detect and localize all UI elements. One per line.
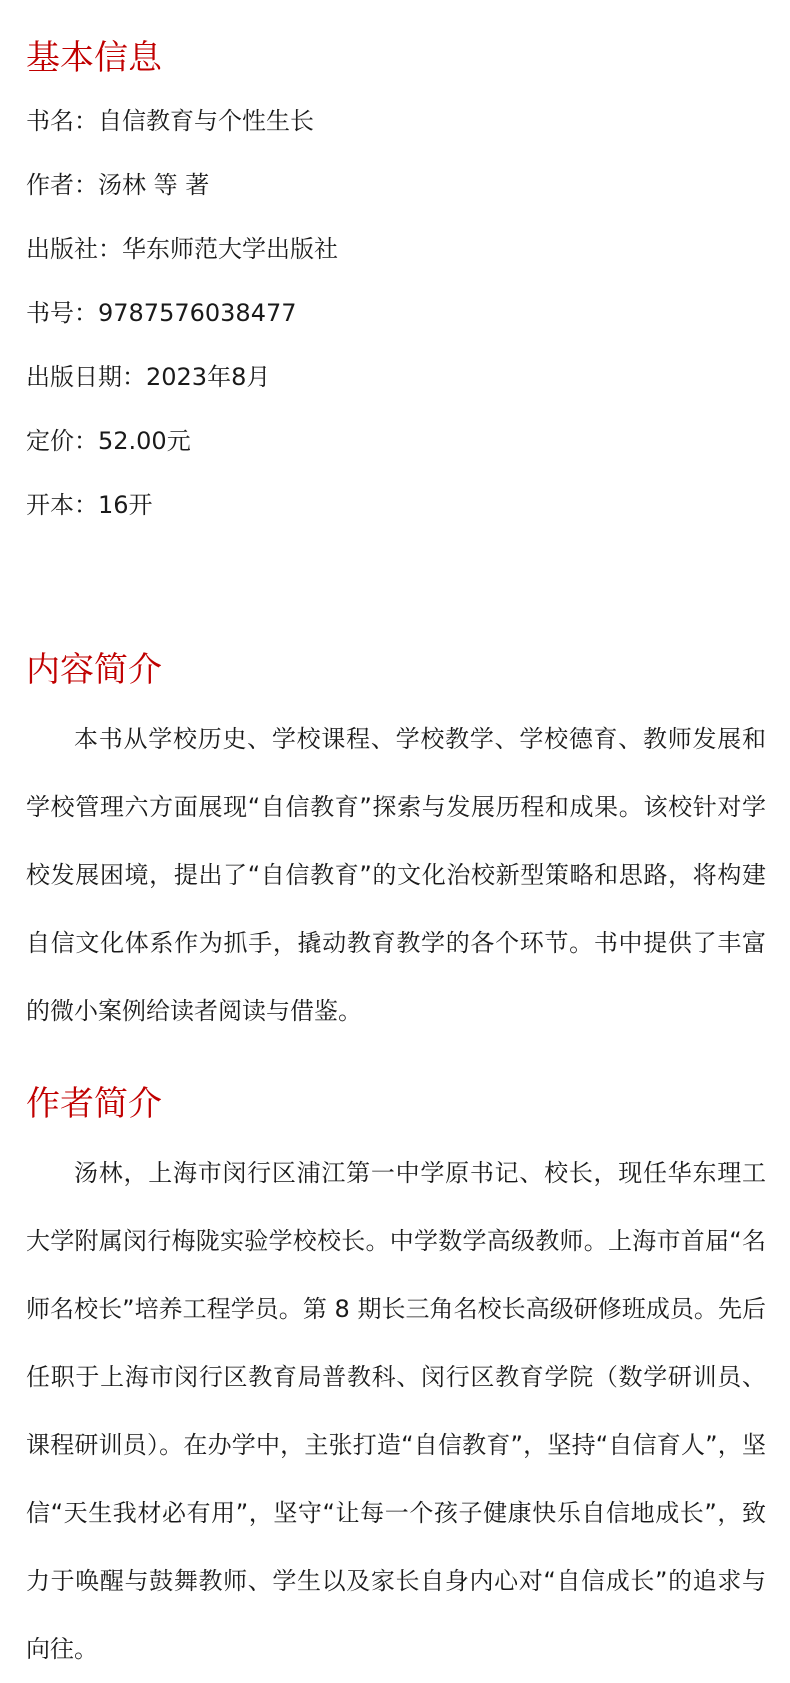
content-intro-paragraph: 本书从学校历史、学校课程、学校教学、学校德育、教师发展和学校管理六方面展现“自信教育”探索与发展历程和成果。该校针对学校发展困境，提出了“自信教育”的文化治校新型策略和思路，将构建自信文化体系作为抓手，撬动教育教学的各个环节。书中提供了丰富的微小案例给读者阅读与借鉴。 [26,725,766,1025]
info-row-price: 定价：52.00元 [26,427,191,455]
info-row-author: 作者：汤林 等 著 [26,171,210,199]
info-row-title: 书名：自信教育与个性生长 [26,107,314,135]
author-intro-heading: 作者简介 [26,1084,162,1124]
author-intro-paragraph: 汤林，上海市闵行区浦江第一中学原书记、校长，现任华东理工大学附属闵行梅陇实验学校校长。中学数学高级教师。上海市首届“名师名校长”培养工程学员。第 8 期长三角名校长高级研修班成员。先后任职于上海市闵行区教育局普教科、闵行区教育学院（数学研训员、课程研训员）。在办学中，主张打造“自信教育”，坚持“自信育人”，坚信“天生我材必有用”，坚守“让每一个孩子健康快乐自信地成长”，致力于唤醒与鼓舞教师、学生以及家长自身内心对“自信成长”的追求与向往。 [26,1159,766,1663]
info-row-isbn: 书号：9787576038477 [26,299,297,327]
content-intro-heading: 内容简介 [26,650,162,690]
info-row-publisher: 出版社：华东师范大学出版社 [26,235,338,263]
info-row-publish-date: 出版日期：2023年8月 [26,363,271,391]
basic-info-heading: 基本信息 [26,38,162,78]
info-row-format: 开本：16开 [26,491,153,519]
